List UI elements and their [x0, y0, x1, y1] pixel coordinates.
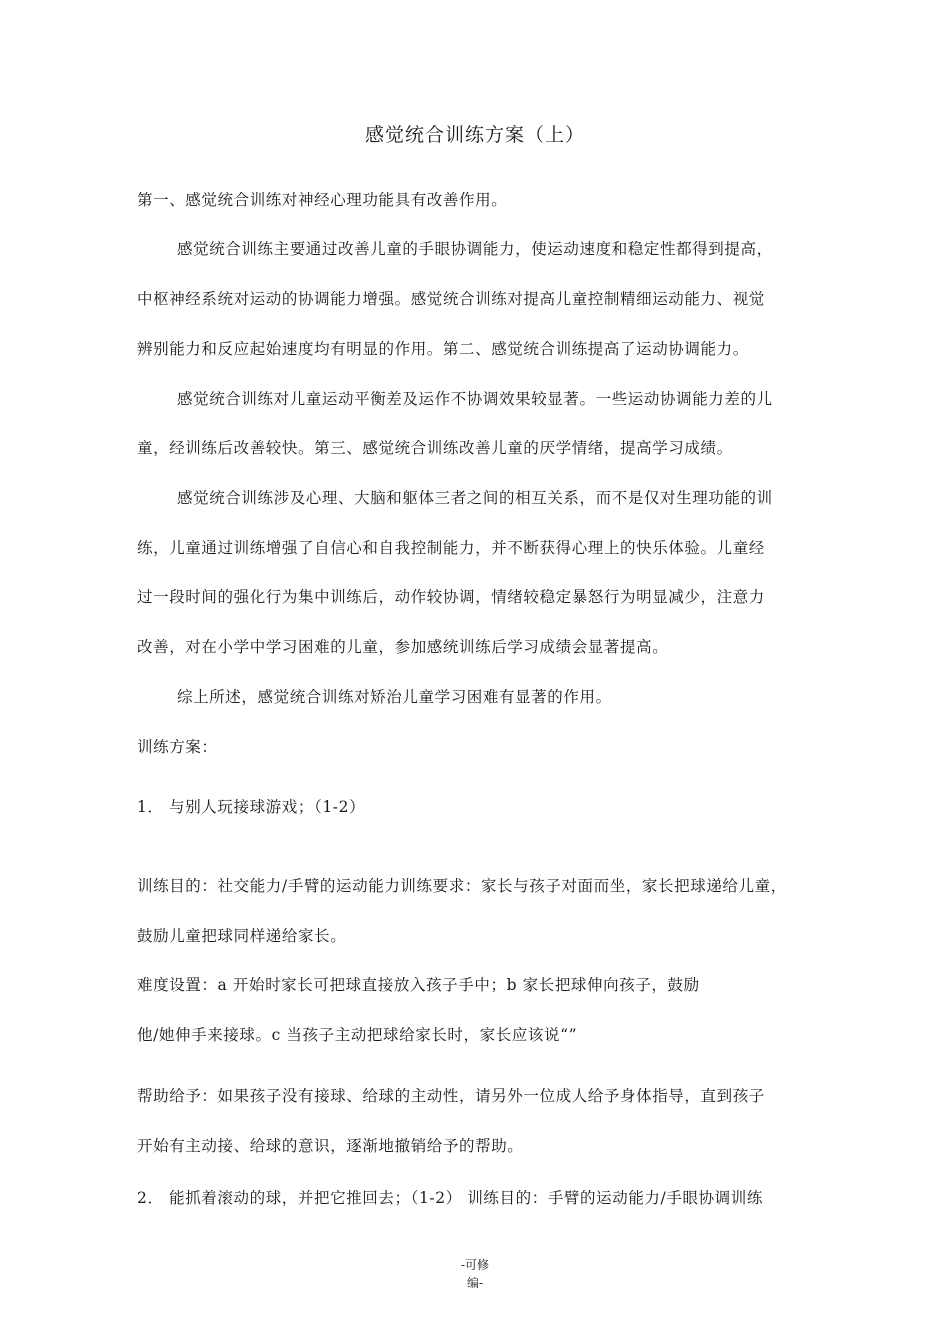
list-item-heading: 2． 能抓着滚动的球，并把它推回去；（1-2） 训练目的：手臂的运动能力/手眼协调训练 — [137, 1189, 763, 1207]
paragraph-line: 练，儿童通过训练增强了自信心和自我控制能力，并不断获得心理上的快乐体验。儿童经 — [137, 539, 765, 557]
page-title: 感觉统合训练方案（上） — [364, 124, 585, 146]
page-footer — [0, 1256, 950, 1292]
paragraph-line: 训练目的：社交能力/手臂的运动能力训练要求：家长与孩子对面而坐，家长把球递给儿童， — [137, 877, 787, 895]
paragraph-line: 难度设置：a 开始时家长可把球直接放入孩子手中；b 家长把球伸向孩子，鼓励 — [137, 976, 700, 994]
paragraph-line: 他/她伸手来接球。c 当孩子主动把球给家长时，家长应该说“” — [137, 1026, 578, 1044]
paragraph-line: 童，经训练后改善较快。第三、感觉统合训练改善儿童的厌学情绪，提高学习成绩。 — [137, 439, 733, 457]
list-item-heading: 1． 与别人玩接球游戏；（1-2） — [137, 798, 366, 816]
paragraph-line: 过一段时间的强化行为集中训练后，动作较协调，情绪较稳定暴怒行为明显减少，注意力 — [137, 588, 765, 606]
paragraph-line: 综上所述，感觉统合训练对矫治儿童学习困难有显著的作用。 — [177, 688, 612, 706]
paragraph-line: 开始有主动接、给球的意识，逐渐地撤销给予的帮助。 — [137, 1137, 524, 1155]
paragraph-line: 感觉统合训练涉及心理、大脑和躯体三者之间的相互关系，而不是仅对生理功能的训 — [177, 489, 773, 507]
paragraph-line: 第一、感觉统合训练对神经心理功能具有改善作用。 — [137, 191, 508, 209]
paragraph-line: 帮助给予：如果孩子没有接球、给球的主动性，请另外一位成人给予身体指导，直到孩子 — [137, 1087, 765, 1105]
footer-line: -可修 — [460, 1258, 490, 1272]
footer-line: 编- — [466, 1276, 484, 1290]
paragraph-line: 改善，对在小学中学习困难的儿童，参加感统训练后学习成绩会显著提高。 — [137, 638, 669, 656]
paragraph-line: 感觉统合训练主要通过改善儿童的手眼协调能力，使运动速度和稳定性都得到提高， — [177, 240, 773, 258]
paragraph-line: 辨别能力和反应起始速度均有明显的作用。第二、感觉统合训练提高了运动协调能力。 — [137, 340, 749, 358]
section-heading: 训练方案： — [137, 738, 218, 756]
paragraph-line: 感觉统合训练对儿童运动平衡差及运作不协调效果较显著。一些运动协调能力差的儿 — [177, 390, 773, 408]
paragraph-line: 鼓励儿童把球同样递给家长。 — [137, 927, 347, 945]
paragraph-line: 中枢神经系统对运动的协调能力增强。感觉统合训练对提高儿童控制精细运动能力、视觉 — [137, 290, 765, 308]
